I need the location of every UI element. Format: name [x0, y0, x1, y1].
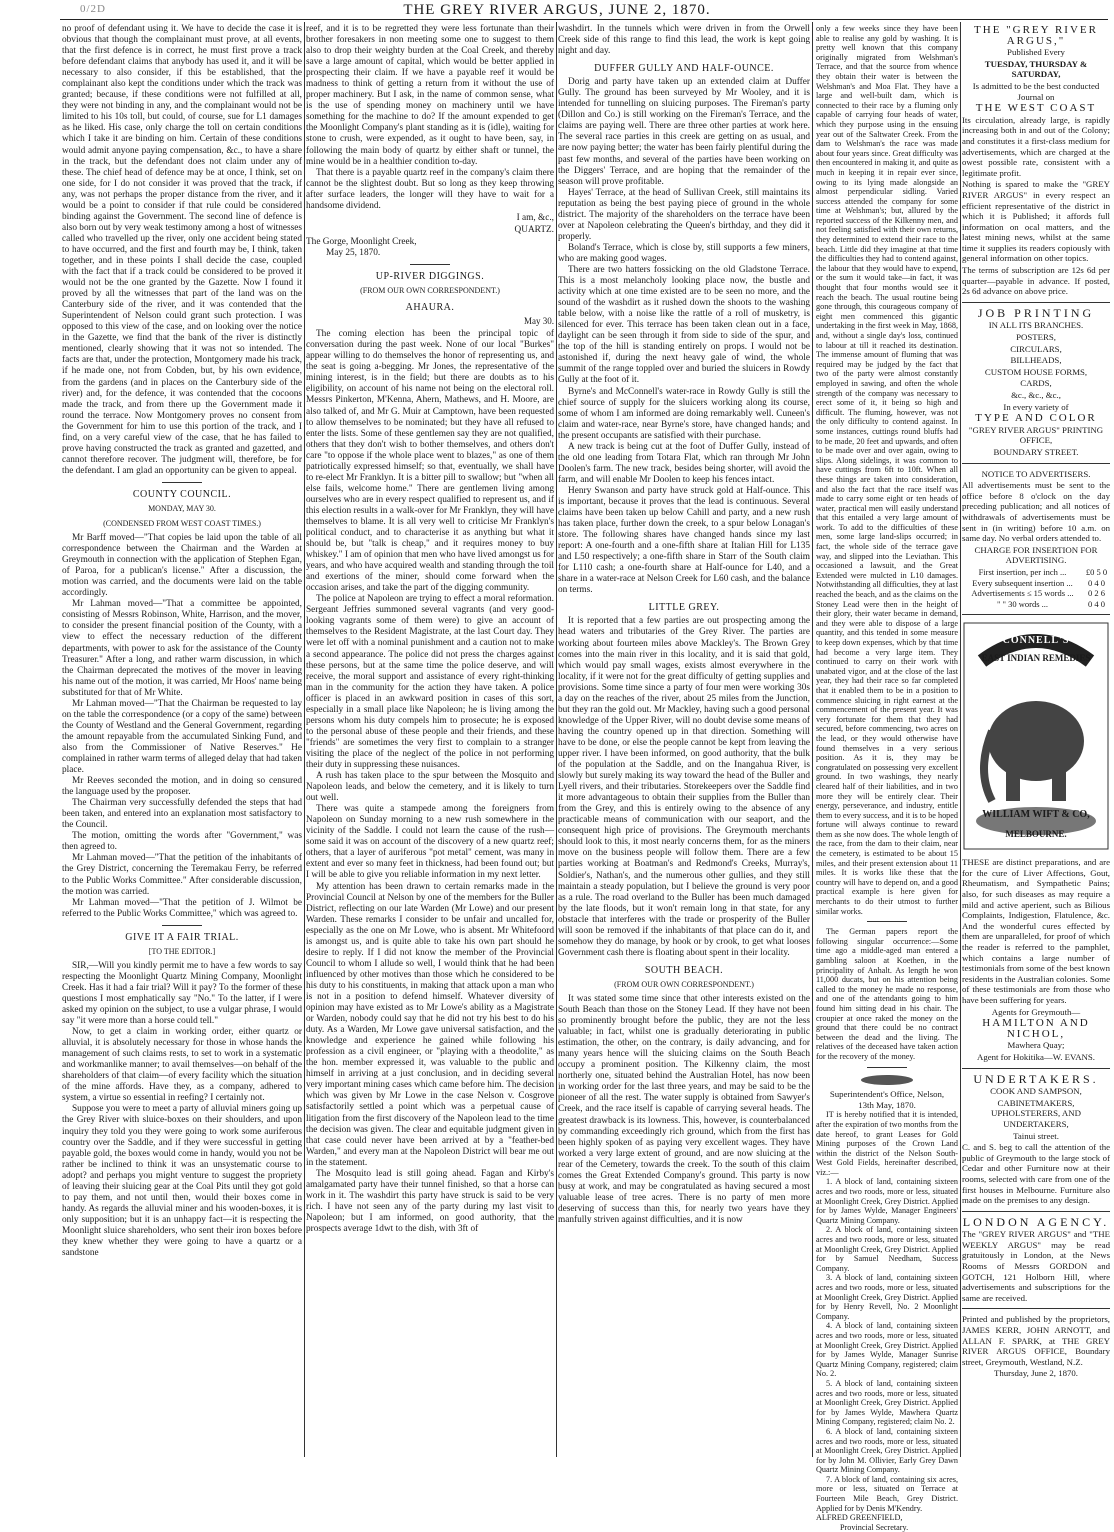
council-date: MONDAY, MAY 30.: [148, 503, 216, 513]
notice-signature: ALFRED GREENFIELD,: [816, 1513, 903, 1523]
ad-job-line: &c., &c., &c.,: [1011, 390, 1061, 400]
separator: [867, 1067, 907, 1068]
crest-ornament: [816, 1073, 958, 1090]
lease-lot: 4. A block of land, containing sixteen acres and two roods, more or less, situated at Moonlight Creek, Grey District. Applied for by James Wylde, Manager Sunrise Quartz Mining Company, registered; claim No. 2.: [816, 1321, 958, 1379]
article-paragraph: A rush has taken place to the spur between the Mosquito and Napoleon leads, and below the cemetery, and it is likely to turn out well.: [306, 771, 554, 804]
lease-lot: 7. A block of land, containing six acres, more or less, situated on Terrace at Fourteen Mile Beach, Grey District. Applied for by Denis M'Kendry.: [816, 1474, 958, 1513]
charge-label: " " 30 words ...: [996, 598, 1049, 609]
ahaura-date: May 30.: [524, 316, 554, 327]
ad-agents-title: Agents for Greymouth—: [991, 1006, 1081, 1017]
ad-argus-terms: The terms of subscription are 12s 6d per quarter—payable in advance. If posted, 2s 6d advance on above price.: [962, 265, 1110, 297]
article-paragraph: The coming election has been the principal topic of conversation during the past week. None of our local "Burkes" appear willing to do themselves the honor of representing us, and the seat is going a-begging. Mr Jones, the representative of the mining interest, is in the field; but there are doubts as to his eligibility, on account of his name not being on the electoral roll. Messrs Pinkerton, M'Kenna, Ahern, Mathews, and H. Moore, are also talked of, and Mr G. Muir at Camptown, have been requested to allow themselves to be nominated; but they have all refused to enter the lists. Some of these gentlemen say they are not qualified, others that they don't wish to bother themselves, and others don't care "to oppose if the whole place went to blazes," as one of them patriotically expressed himself; so that, eventually, we shall have to re-elect Mr Franklyn. It is a bitter pill to swallow; but "when all else fails, welcome home." There are gentlemen living among ourselves who are in every respect qualified to represent us, and if this election results in a walk-over for Mr Franklyn, they will have themselves to blame. It is all very well to criticise Mr Franklyn's political conduct, and to characterise it as anything but what it should be, but "talk is cheap," and it requires money to buy whiskey." I am of opinion that men who have lived amongst us for years, and who have acquired wealth and standing through the toil and exertions of the miner, should come forward when the occasion arises, and take the part of the digging community.: [306, 329, 554, 594]
article-paragraph: The motion, omitting the words after "Government," was then agreed to.: [62, 831, 302, 853]
ad-argus-coast: THE WEST COAST: [975, 102, 1097, 115]
lease-lot: 3. A block of land, containing sixteen acres and two roods, more or less, situated at Moonlight Creek, Grey District. Applied for by Henry Revell, No. 2 Moonlight Company.: [816, 1273, 958, 1321]
column-rule: [960, 22, 961, 1457]
article-paragraph: Mr Barff moved—"That copies be laid upon the table of all correspondence between the Chairman and the Warden at Greymouth in connection with the application of Stephen Egan, of Paroa, for a publican's license." After a discussion, the motion was carried, and the documents were laid on the table accordingly.: [62, 533, 302, 599]
ad-job-line: CARDS,: [1020, 378, 1052, 389]
ad-argus-body3: Nothing is spared to make the "GREY RIVER ARGUS" in every respect an efficient representative of the district in which it is Published; it affords full information on ocal matters, and the latest mining news, whilst at the same time it supplies its readers copiously with general information on other topics.: [962, 179, 1110, 264]
south-beach-source: (FROM OUR OWN CORRESPONDENT.): [614, 979, 754, 989]
lease-lot: 5. A block of land, containing sixteen acres and two roods, more or less, situated at Moonlight Creek, Grey District. Applied for by James Wylde, Mawhera Quartz Mining Company, registered; claim No. 2.: [816, 1378, 958, 1427]
ad-undertakers: [962, 1071, 1110, 1206]
ad-separator: [962, 1308, 1110, 1309]
article-paragraph: The Mosquito lead is still going ahead. Fagan and Kirby's amalgamated party have their tunnel finished, so that a horse can work in it. The washdirt this party have struck is said to be very rich. I have not seen any of the party during my last visit to Napoleon; but I am informed, on good authority, that the prospects average 1dwt to the dish, with 3ft of: [306, 1168, 554, 1234]
charge-row: [962, 588, 1110, 599]
ad-separator: [962, 1211, 1110, 1212]
ad-agents-line: Mawhera Quay;: [1007, 1040, 1065, 1051]
charge-table: [962, 567, 1110, 609]
column-3: [558, 24, 810, 1454]
ad-london: [962, 1214, 1110, 1304]
charge-row: [962, 567, 1110, 578]
ad-remedies: [962, 857, 1110, 1062]
ad-job-printing: [962, 305, 1110, 458]
column-4: [816, 24, 958, 1532]
article-paragraph: Now, to get a claim in working order, either quartz or alluvial, it is absolutely necessary for those in whose hands the management of such claims rests, to set to work in a systematic and workmanlike manner; to avail themselves—on behalf of the shareholders of that claim—of every facility which the situation of the mine affords. Have they, as a company, adhered to system, a virtue so essential in reefing? I certainly not.: [62, 1027, 302, 1104]
article-paragraph: That there is a payable quartz reef in the company's claim there cannot be the slightest doubt. But so long as they keep throwing after surface leaders, the longer will they have to wait for a handsome dividend.: [306, 167, 554, 211]
ad-job-line: BILLHEADS,: [1010, 355, 1062, 366]
ad-london-body: The "GREY RIVER ARGUS" and "THE WEEKLY ARGUS" may be read gratuitously in London, at the News Rooms of Messrs GORDON and GOTCH, 121 Holborn Hill, where advertisements and subscriptions for the same are received.: [962, 1229, 1110, 1303]
ad-undertakers-body: C. and S. beg to call the attention of the public of Greymouth to the large stock of Cedar and other Furniture now at their rooms, selected with care from one of the first houses in Melbourne. Furniture also made on the premises to any design.: [962, 1142, 1110, 1206]
emblem-location-text: MELBOURNE.: [1005, 829, 1067, 840]
article-paragraph: The German papers report the following singular occurrence:—Some time ago a middle-aged man entered a gambling saloon at Koethen, in the principality of Anhalt. As length he won 11,000 ducats, but on his attention being called to the money he made no response, and one of the attendants going to him found him sitting dead in his chair. The croupier at once raked the money on the ground that there could be no contract between the dead and the living. The relatives of the deceased have taken action for the recovery of the money.: [816, 927, 958, 1061]
ad-job-line: TYPE AND COLOR: [975, 412, 1097, 425]
heading-fair-trial: GIVE IT A FAIR TRIAL.: [125, 931, 239, 943]
masthead-rule: [60, 19, 1108, 20]
separator: [162, 482, 202, 483]
article-paragraph: Henry Swanson and party have struck gold at Half-ounce. This is important, because it proves that the lead is continuous. Several claims have been taken up below Cahill and party, and a new rush has taken place, further down the creek, to a spur below Lonagan's store. The following shares have changed hands since my last report: A one-fourth and a one-fifth share at Italian Hill for L135 and L50 respectively; a one-fifth share in Starr of the South claim for L110 cash; a one-fourth share at Half-ounce for L40, and a share in a water-race at Nelson Creek for L60 cash, and the balance on terms.: [558, 485, 810, 596]
masthead: [0, 0, 1114, 18]
notice-signature-title: Provincial Secretary.: [840, 1522, 909, 1532]
ad-job-line: CIRCULARS,: [1010, 343, 1062, 354]
ad-job-line: In every variety of: [1003, 401, 1069, 412]
heading-up-river: UP-RIVER DIGGINGS.: [375, 270, 485, 282]
article-paragraph: It was stated some time since that other interests existed on the South Beach than those on the Stoney Lead. If they have not been so prominently brought before the public, they are not the less valuable; in fact, whilst one is gradually deteriorating in public estimation, the other, on the contrary, is daily advancing, and for many years hence will the sluicing claims on the South Beach occupy a prominent position. The Kilkenny claim, the most northerly one, situated behind the Australian Hotel, has now been in working order for the last three years, and may be said to be the pioneer of all the rest. The water supply is obtained from Sawyer's Creek, and the race itself is capable of carrying several heads. The greatest drawback is its lowness. This, however, is counterbalanced by commanding exceedingly rich ground, which from the first has been highly spoken of as paying very excellent wages. They have worked a very large extent of ground, and are now sluicing at the rear of the Cemetery, towards the creek. To the south of this claim comes the Great Extended Company's ground. This party is now busy at work, and may be congratulated as having secured a most valuable lease of tree acres. There is no party of men more deserving of success than this, for nearly two years have they manfully striven against difficulties, and it is now: [558, 993, 810, 1225]
article-paragraph: The Chairman very successfully defended the steps that had been taken, and entered into an explanation most satisfactory to the Council.: [62, 798, 302, 831]
masthead-title: THE GREY RIVER ARGUS, JUNE 2, 1870.: [403, 2, 711, 18]
ad-argus-body2: Its circulation, already large, is rapidly increasing both in and out of the Colony; and constitutes it a first-class medium for advertisements, which are charged at the owest possible rate, consistent with a legitimate profit.: [962, 114, 1110, 178]
article-paragraph: washdirt. In the tunnels which were driven in from the Orwell Creek side of this range to find this lead, the work is kept going night and day.: [558, 24, 810, 57]
charge-value: 0 4 0: [1087, 577, 1105, 588]
up-river-source: (FROM OUR OWN CORRESPONDENT.): [360, 286, 500, 296]
column-2: [306, 24, 554, 1454]
charge-row: [962, 578, 1110, 589]
lease-lot: 6. A block of land, containing sixteen acres and two roods, more or less, situated at Moonlight Creek, Grey District. Applied for by John M. Ollivier, Early Grey Dawn Quartz Mining Company.: [816, 1426, 958, 1475]
heading-ahaura: AHAURA.: [405, 302, 455, 314]
archive-stamp: 0/2D: [80, 3, 106, 15]
charge-label: Advertisements ≤ 15 words ...: [971, 588, 1074, 599]
ad-job-line: "GREY RIVER ARGUS" PRINTING OFFICE,: [968, 424, 1104, 446]
charge-value: £0 5 0: [1085, 566, 1108, 577]
charge-row: [962, 599, 1110, 610]
letter-place: The Gorge, Moonlight Creek,: [306, 236, 417, 247]
article-paragraph: only a few weeks since they have been able to realise any gold by washing. It is pretty well known that this company originally migrated from Welshman's Terrace, and that the source from whence they obtain their water is between the Welshman's and Moa Flat. They have a large and well-built dam, which is connected to their race by a fluming only capable of carrying four heads of water, which they purpose using in the ensuing year out of the Saltwater Creek. From the dam to Welshman's the race was made about four years since. Great difficulty was then encountered in making it, and quite as much in keeping it in repair ever since, owing to its lying made alongside an almost perpendicular sidling. Varied success attended the company for some time at Welshman's; but, allured by the reported success of the Kilkenny men, and not feeling satisfied with their own returns, they determined to extend their race to the beach. Little did they imagine at that time the difficulties they had to contend against, the labour that they would have to expend, or the sum it would take—in fact, it was thought that four months would see it reach the beach. The usual routine being gone through, this courageous company of eight men commenced this gigantic undertaking in the first week in May, 1868, and, without a single day's loss, continued to labour at till it reached its destination. The immense amount of fluming that was required may be judged by the fact that two of the party were almost constantly employed in sawing, and often the whole strength of the company was necessary to erect some of it, it being so high and difficult. The fluming, however, was not the only difficulty to contend against. In some instances, cuttings round bluffs had to be made, 20 feet and upwards, and often to be made over and over again, owing to slips. Along sidelings, it was common to have cuttings from 6ft to 10ft. When all these things are taken into consideration, and also the fact that the race itself was made to carry some eight or ten heads of water, practical men will easily understand that this entailed a very large amount of work. To add to the difficulties of these men, some large land-slips occurred; in fact, the whole side of the terrace gave way, and slipped into the Leviathan. This occasioned a lawsuit, and the Great Extended were mulcted in L10 damages. Notwithstanding all difficulties, they at last reached the beach, and as the claims on the Stoney Lead were then in the height of their glory, their water became in demand, and they were able to dispose of a large quantity, and this tended in some measure to keep down expenses, which by that time had become a very large item. They continued to carry on their work with unabated vigor, and at the close of the last year, they had their race so far completed that it enabled them to be in a position to commence sluicing in right earnest at the commencement of the present year. It was very fortunate for them that they had secured, before commencing, two acres on the lead, or they would otherwise have found themselves in a very serious position. As it is, they may be congratulated on possessing very excellent ground. In two washings, they nearly cleared half of their liabilities, and in two more they will be entirely clear. Their energy, perseverance, and industry, entitle them to every success, and it is to be hoped fortune will always continue to reward them as she now does. The whole length of the race, from the dam to their claim, near the cemetery, is estimated to be about 15 miles, and their present extension about 11 miles. It is works like these that the country will have to depend on, and a good practical example is here given for merchants to do their utmost to further similar works.: [816, 24, 958, 916]
lease-lots: [816, 1177, 958, 1513]
heading-county-council: COUNTY COUNCIL.: [132, 488, 232, 500]
ad-separator: [962, 302, 1110, 303]
ad-agents-name: HAMILTON AND NICHOL,: [982, 1017, 1090, 1040]
emblem-sub-text: EAST INDIAN REMEDIES: [981, 653, 1091, 664]
notice-office: Superintendent's Office, Nelson,: [829, 1089, 945, 1100]
notice-date: 13th May, 1870.: [858, 1099, 916, 1110]
ad-notice-body: All advertisements must be sent to the office before 8 o'clock on the day preceding publication; and all notices of withdrawals of advertisements must be sent in (in writing) before 10 a.m. on same day. No verbal orders attended to.: [962, 480, 1110, 544]
separator: [867, 921, 907, 922]
ad-undertakers-title: UNDERTAKERS.: [973, 1071, 1099, 1086]
article-paragraph: no proof of defendant using it. We have to decide the case it is obvious that though the complainant must prove, at all events, that the first defence is in correct, he must first prove a track before defendant claims that anybody has used it, and it will be necessary to also consider, if this be established, that the complainant also kept the conditions under which the track was granted; because, if these conditions were not fulfilled at all, they were not binding in any, and the complainant would not be limited to his 10s toll, but could, of course, sue for L1 damages as he liked. His case, only charge the toll on certain conditions which I take it are binding on him. Certain of these conditions would admit anyone paying compensation, &c., to have a share in the track, but the defendant does not claim under any of these. The chief head of defence may be at once, I think, set on one side, for I do not consider it was proved that the track, if any, was not perhaps the proper distance from the river, and it would be a point to consider if that rule could be considered binding against the Government. The second line of defence is also born out by very weak testimony among a host of witnesses called who travelled up the river, only one accident being stated to have occurred, and the first and fourth may be, I think, taken together, and in these points I shall decide the case, coupled with the fact that if a track could be considered to be proved it would not be the one granted by the Gazette. Now I found it proved by all the witnesses that part of the land was on the Canterbury side of the river, and it was contended that the Superintendent of Nelson could grant such protection. I was opposed to this view of the case, and on looking over the notice in the Gazette, we find that the bank of the river is distinctly mentioned, clearly showing that it was not so intended. The facts are that, under the protection, Montgomery made his track, if he made one, not from Cobden, but, by his own evidence, from the gardens (and in places on the Canterbury side of the river) and, for the defence, it was contended that the cocoons made the track, and from there up the Government made it round the terrace. Now Montgomery proves no consent from the Government for him to use this portion of the track, and I find, on a very careful view of the case, that he has failed to prove having constructed the track as granted and gazetted, and cannot therefore recover. The judgment will, therefore, be for the defendant. I am glad an opportunity can be given to appeal.: [62, 24, 302, 476]
charge-value: 0 4 0: [1087, 598, 1105, 609]
charge-label: Every subsequent insertion ...: [972, 577, 1073, 588]
ad-argus-body: Is admitted to be the best conducted Journal on: [972, 80, 1100, 102]
article-paragraph: Dorig and party have taken up an extended claim at Duffer Gully. The ground has been surveyed by Mr Wooley, and it is intended for tunnelling on sluicing purposes. The Fireman's party (Dillon and Co.) is still working on the Fireman's Terrace, and the claims are paying well. There are three other parties at work here. The several race parties in this creek are getting on as usual, and are now paying better; the water has been fairly plentiful during the past few months, and several of the parties have been working on the Diggers' Terrace, and are hoping that the remainder of the season will prove profitable.: [558, 77, 810, 187]
ad-charge-title: CHARGE FOR INSERTION FOR ADVERTISING.: [974, 544, 1098, 566]
imprint-text: Printed and published by the proprietors, JAMES KERR, JOHN ARNOTT, and ALLAN F. SPARK, at THE GREY RIVER ARGUS OFFICE, Boundary street, Greymouth, Westland, N.Z.: [962, 1314, 1110, 1367]
emblem-top-text: CONNELL'S: [1002, 635, 1070, 647]
article-paragraph: It is reported that a few parties are out prospecting among the head waters and tributaries of the Grey River. The parties are working about fourteen miles above Mackley's. The Brown Grey comes into the main river in this locality, and it is said that gold, which would pay small wages, exists almost everywhere in the locality, if it were not for the great difficulty of getting supplies and provisions. Some time since a party of four men were working 30s a day on the reaches of the river, about 25 miles from the Junction, but they ran the gold out. Mr Mackley, having such a good personal knowledge of the Upper River, will no doubt devise some means of having the country opened up in that direction. Something will have to be done, or else the people cannot be kept from leaving the upper river. I have been informed, on good authority, that the bulk of the population at the Saddle, and on the Inangahua River, is slowly but surely making its way toward the head of the Buller and Lyell rivers, and their tributaries. Storekeepers over the Saddle find it more advantageous to obtain their supplies from the Buller than from the Grey, and this is entirely owing to the absence of any practicable means of communication with our seaport, and the consequent high price of provisions. The Greymouth merchants should look to this, it most nearly concerns them, for as the miners move on the business people will follow them. There are a few parties working at Boatman's and Redmond's Creeks, Murray's, Soldier's, Nathan's, and the numerous other gullies, and they still maintain a steady population, but I believe the ground is very poor as a rule. The road overland to the Buller has been much damaged by the late floods, but it won't remain long in that state, for any obstacle that interferes with the trade or prosperity of the Buller will soon be removed if the inhabitants of that place can do it, and somehow they do manage, by hook or by crook, to get what looses Government cash there is floating about spent in their locality.: [558, 616, 810, 958]
ad-argus: [962, 25, 1110, 297]
article-paragraph: There was quite a stampede among the foreigners from Napoleon on Sunday morning to a new rush somewhere in the vicinity of the Saddle. I could not learn the cause of the rush—some said it was on account of the discovery of a new quartz reef; others, that a layer of auriferous "pot metal" cement, was many in extent and ever so many feet in thickness, had been found out; but I will be able to give you reliable information in my next letter.: [306, 804, 554, 881]
fair-trial-source: [TO THE EDITOR.]: [148, 946, 216, 956]
lease-lot: 1. A block of land, containing sixteen acres and two roods, more or less, situated at Moonlight Creek, Grey District. Applied for by James Wylde, Manager Engineers' Quartz Mining Company.: [816, 1177, 958, 1225]
lease-notice-intro: IT is hereby notified that it is intended, after the expiration of two months from the date hereof, to grant Leases for Gold Mining purposes of the Crown Land within the district of the Nelson South-West Gold Fields, hereinafter described, viz.:—: [816, 1110, 958, 1177]
article-paragraph: Mr Lahman moved—"That the petition of J. Wilmot be referred to the Public Works Committee," which was agreed to.: [62, 897, 302, 919]
column-rule: [812, 22, 813, 1457]
letter-signature: QUARTZ.: [514, 224, 554, 235]
council-source: (CONDENSED FROM WEST COAST TIMES.): [103, 519, 261, 529]
article-paragraph: SIR,—Will you kindly permit me to have a few words to say respecting the Moonlight Quartz Mining Company, Moonlight Creek. Has it had a fair trial? Will it pay? To the former of these questions I most emphatically say "No." To the latter, if I were asked my opinion on the subject, to use a vulgar phrase, I would say "it were more than a horse could tell.": [62, 960, 302, 1027]
imprint: [962, 1314, 1110, 1379]
article-paragraph: Mr Lahman moved—"That the Chairman be requested to lay on the table the correspondence (or a copy of the same) between the County of Westland and the General Government, regarding the amount repayable from the accumulated Sinking Fund, and also from the Commissioner of Native Reserves." He complained in rather warm terms of alleged delay that had taken place.: [62, 698, 302, 776]
article-paragraph: Boland's Terrace, which is close by, still supports a few miners, who are making good wages.: [558, 242, 810, 264]
ad-separator: [962, 463, 1110, 464]
emblem-bottom-text: WILLIAM WIFT & CO,: [982, 809, 1090, 821]
ad-separator: [962, 1068, 1110, 1069]
article-paragraph: Suppose you were to meet a party of alluvial miners going up the Grey River with sluice-boxes on their shoulders, and upon inquiry they told you they were going to work some auriferous country over the Saddle, and if they were successful in getting payable gold, the boxes would come in handy, would you not be rather be inclined to think it was an unsystematic course to adopt? and perhaps you might venture to suggest the propriety of leaving their sluicing gear at the Coal Pits until they got gold to pay them, and not until then, would their boxes come in handy. As regards the alluvial miner and his wooden-boxes, it is only supposition; but it is an unhappy fact—it is respecting the Moonlight sluice shareholders, who sent their iron boxes before they knew whether they were going to have a quartz or a sandstone: [62, 1104, 302, 1259]
separator: [410, 264, 450, 265]
column-rule: [304, 22, 305, 1457]
ad-undertakers-line: CABINETMAKERS, UPHOLSTERERS, AND UNDERTAKERS,: [991, 1097, 1081, 1129]
ad-agents-line: Agent for Hokitika—W. EVANS.: [976, 1051, 1096, 1062]
letter-date: May 25, 1870.: [326, 247, 381, 258]
article-paragraph: My attention has been drawn to certain remarks made in the Provincial Council at Nelson by one of the members for the Buller District, reflecting on our late Warden (Mr Lowe) and our present Warden. These remarks I consider to be unfair and uncalled for, especially as the one on Mr Lowe, who is absent. Mr Whitefoord is amongst us, and is quite able to take his own part should he desire to reply. If I did not know the member of the Provincial Council to whom I allude so well, I would think that he had been influenced by other motives than those which he considered to be his duty to his constituents, in making that attack upon a man who is not in a position to defend himself. Whatever diversity of opinion may have existed as to Mr Lowe's ability as a Magistrate or Warden, nobody could say that he did not try his best to do his duty. As a Warden, Mr Lowe gave universal satisfaction, and the knowledge and experience he gained while following his profession as a civil engineer, or "playing with a theodolite," as the hon. member expressed it, was valuable to the public and himself in arriving at a just conclusion, and in deciding several very important mining cases which came before him. The decision which was given by Mr Lowe in the case Nelson v. Cosgrove satisfactorily settled a point which was a perpetual cause of litigation from the first discovery of the Napoleon lead to the time the decision was given. The clear and equitable judgment given in that case could never have been arrived at by a "feather-bed Warden," and every man at the Napoleon District will bear me out in the statement.: [306, 881, 554, 1168]
ad-job-sub: IN ALL ITS BRANCHES.: [988, 320, 1084, 331]
column-rule: [556, 22, 557, 1457]
ad-job-line: CUSTOM HOUSE FORMS,: [984, 366, 1088, 377]
article-paragraph: The police at Napoleon are trying to effect a moral reformation. Sergeant Jeffries summoned several vagrants (and very good-looking vagrants some of them were) to give an account of themselves to the Resident Magistrate, at the last Court day. They were let off with a nominal punishment and a caution not to make a second appearance. The police did not press the charges against these persons, but at the same time the police deserve, and will receive, the moral support and assistance of every right-thinking man in the community for the action they have taken. A police officer is placed in an awkward position in cases of this sort, especially in a small place like Napoleon; he is living among the persons whom his duty compels him to prosecute; he is exposed to the personal abuse of these people and their friends, and these "friends" are sometimes the very first to complain to a stranger visiting the place of the neglect of the police in not performing their duty in suppressing these nuisances.: [306, 594, 554, 770]
heading-south-beach: SOUTH BEACH.: [644, 964, 724, 976]
ad-separator: [962, 614, 1110, 615]
ad-job-line: BOUNDARY STREET.: [993, 446, 1079, 457]
ad-argus-title: THE "GREY RIVER ARGUS,": [974, 24, 1098, 47]
ad-argus-pub: Published Every: [1007, 47, 1065, 58]
article-paragraph: Mr Reeves seconded the motion, and in doing so censured the language used by the proposer.: [62, 776, 302, 798]
column-5-ads: [962, 24, 1110, 1454]
article-paragraph: Hayes' Terrace, at the head of Sullivan Creek, still maintains its reputation as being the best paying piece of ground in the whole district. The majority of the shareholders on the terrace have been over at Napoleon celebrating the Queen's birthday, and they did it properly.: [558, 187, 810, 242]
ad-remedies-body: THESE are distinct preparations, and are for the cure of Liver Affections, Gout, Rheumatism, and Sympathetic Pains; also, for such diseases as may require a mild and active aperient, such as Bilious Complaints, Indigestion, Flatulence, &c. And the wonderful cures effected by them are unparalleled, for proof of which the reader is referred to the pamphlet, which contains a large number of testimonials from some of the best known residents in the Australian colonies. Some of these testimonials are from those who have been suffering for years.: [962, 857, 1110, 1005]
charge-label: First insertion, per inch ...: [978, 566, 1067, 577]
ad-job-title: JOB PRINTING: [977, 305, 1095, 320]
heading-duffer-gully: DUFFER GULLY AND HALF-OUNCE.: [594, 63, 774, 75]
ad-notice-title: NOTICE TO ADVERTISERS.: [981, 468, 1091, 479]
article-paragraph: Mr Lahman moved—"That the petition of the inhabitants of the Grey District, concerning the Teremakau Ferry, be referred to the Public Works Committee." After considerable discussion, the motion was carried.: [62, 853, 302, 897]
charge-value: 0 2 6: [1087, 588, 1105, 599]
column-1: [62, 24, 302, 1454]
crest-icon: [857, 1073, 917, 1087]
ad-undertakers-line: COOK AND SAMPSON,: [990, 1086, 1082, 1097]
article-paragraph: There are two hatters fossicking on the old Gladstone Terrace. This is a most melancholy looking place now, the bustle and activity which at one time existed are to be seen no more, and the sound of the washdirt as it rushed down the shoots to the washing table below, with a noise like the rattle of a roll of musketry, is silenced for ever. This terrace has been taken clean out in a face, daylight can be seen through it from side to side of the spur, and the top of the hill is standing entirely on props. I would not be astonished if, during the next heavy gale of wind, the whole summit of the range toppled over and buried the sluicers in Rowdy Gully at the foot of it.: [558, 264, 810, 386]
article-paragraph: reef, and it is to be regretted they were less fortunate than their brother foresakers in non meeting some one to suggest to them also to drop their weighty burden at the Coal Creek, and thereby save a large amount of capital, which would be better applied in prospecting their claim. If we have a payable reef it would be madness to think of getting a return from it without the use of proper machinery. But I ask, in the name of common sense, what is the use of spending money on machinery until we have something for the machine to do? If the amount expended to get the Moonlight Company's plant standing as it is (idle), waiting for stone to crush, were expended, as it ought to have been, say, in following the main body of quartz by either shaft or tunnel, the mine would be in a healthier condition to-day.: [306, 24, 554, 167]
article-paragraph: A new track is being cut at the foot of Duffer Gully, instead of the old one leading from Totara Flat, which ran through Mr John Doolen's farm. The new track, besides being shorter, will avoid the farm, and will enable Mr Doolen to keep his fences intact.: [558, 441, 810, 485]
remedies-emblem: [962, 621, 1110, 851]
ad-undertakers-line: Tainui street.: [1013, 1130, 1059, 1141]
ad-job-line: POSTERS,: [1016, 332, 1056, 343]
lease-lot: 2. A block of land, containing sixteen acres and two roods, more or less, situated at Moonlight Creek, Grey District. Applied for by Samuel Needham, Success Company.: [816, 1225, 958, 1273]
separator: [162, 925, 202, 926]
ad-london-title: LONDON AGENCY.: [962, 1214, 1110, 1229]
ad-notice-advertisers: [962, 469, 1110, 610]
article-paragraph: Mr Lahman moved—"That a committee be appointed, consisting of Messrs Robinson, White, Harrison, and the mover, to consider the present financial position of the County, with a view to effect the necessary reduction of the different departments, with power to ask for the assistance of the County Treasurer." After a long, and rather warm discussion, in which the Chairman deprecated the motives of the mover in leaving his name out of the motion, it was carried, Mr Hoos' name being substituted for that of Mr White.: [62, 599, 302, 698]
heading-little-grey: LITTLE GREY.: [648, 602, 720, 614]
letter-signoff: I am, &c.,: [516, 212, 554, 223]
article-paragraph: Byrne's and McConnell's water-race in Rowdy Gully is still the chief source of supply for the sluicers working along its course, some of whom I am informed are doing remarkably well. Cuneen's claim and water-race, near Byrne's store, have changed hands; and the present occupants are satisfied with their purchase.: [558, 386, 810, 441]
ad-argus-days: TUESDAY, THURSDAY & SATURDAY,: [984, 58, 1088, 80]
imprint-date: Thursday, June 2, 1870.: [994, 1368, 1078, 1379]
